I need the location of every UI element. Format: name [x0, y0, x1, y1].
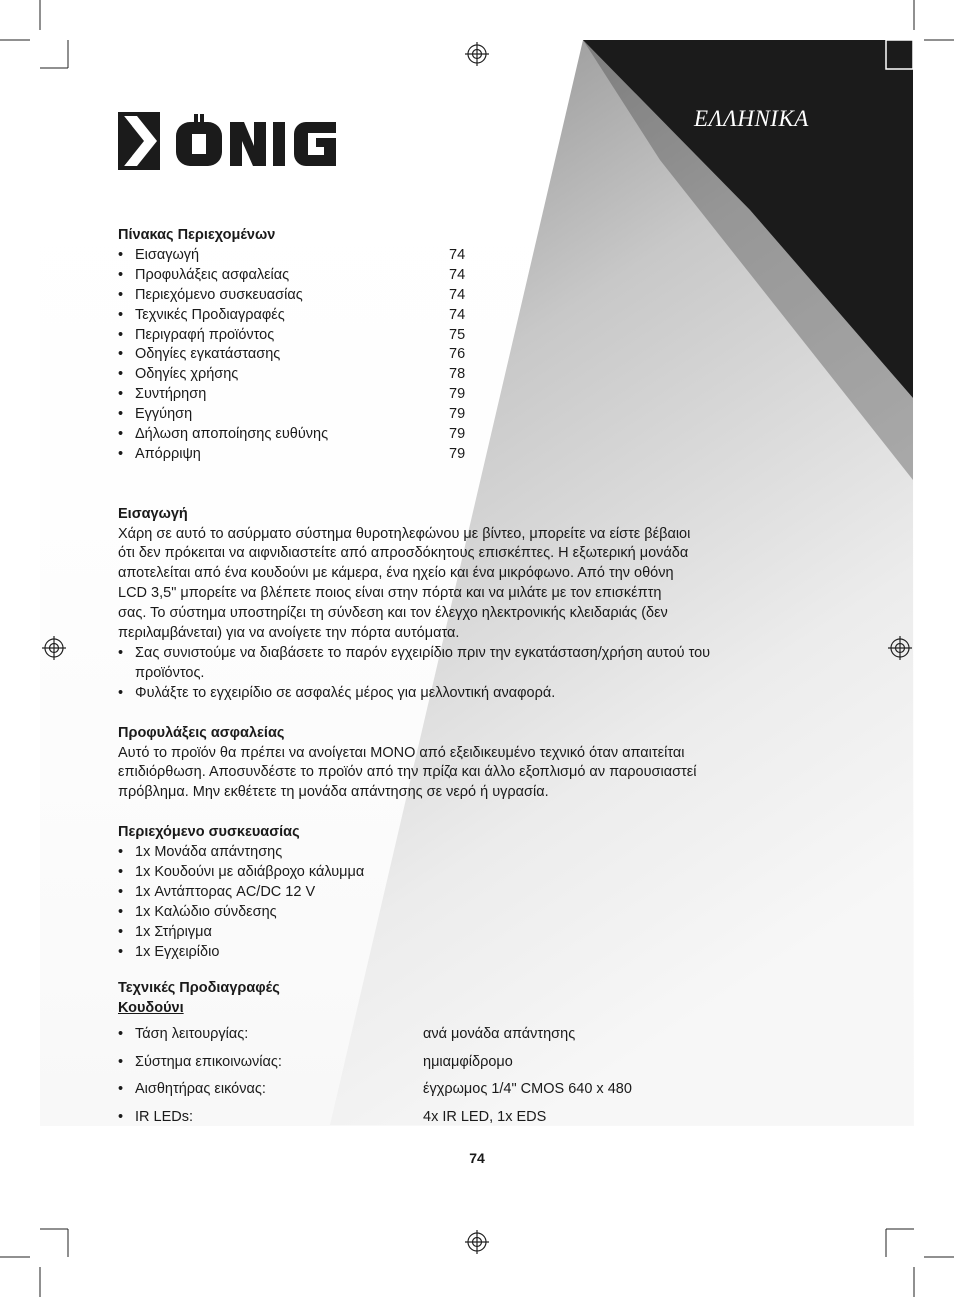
list-item: • 1x Κουδούνι με αδιάβροχο κάλυμμα	[118, 863, 778, 883]
intro-bullet: • Φυλάξτε το εγχειρίδιο σε ασφαλές μέρος για μελλοντική αναφορά.	[118, 684, 778, 704]
intro-paragraph: Χάρη σε αυτό το ασύρματο σύστημα θυροτηλεφώνου με βίντεο, μπορείτε να είστε βέβαιοι ότι δεν πρόκειται να αιφνιδιαστείτε από απροσδόκητους επισκέπτες. Η εξωτερική μονάδα αποτελείται από ένα κουδούνι με κάμερα, ένα ηχείο και ένα μικρόφωνο. Από την οθόνη LCD 3,5" μπορείτε να βλέπετε ποιος είναι στην πόρτα και να μιλάτε με τον επισκέπτη σας. Το σύστημα υποστηρίζει τη σύνδεση και τον έλεγχο ηλεκτρονικής κλειδαριάς (δεν περιλαμβάνεται) για να ανοίγετε την πόρτα αυτόματα.	[118, 525, 691, 642]
toc-item: • Περιγραφή προϊόντος 75	[118, 326, 778, 346]
package-list	[118, 843, 778, 962]
document-body	[118, 226, 778, 1135]
toc-title: Πίνακας Περιεχομένων	[118, 227, 276, 243]
list-item: • 1x Αντάπτορας AC/DC 12 V	[118, 883, 778, 903]
package-title: Περιεχόμενο συσκευασίας	[118, 824, 300, 841]
page-number: 74	[469, 1150, 485, 1166]
specs-title: Τεχνικές Προδιαγραφές	[118, 980, 280, 997]
specs-subtitle: Κουδούνι	[118, 1000, 184, 1017]
list-item: • 1x Καλώδιο σύνδεσης	[118, 903, 778, 923]
list-item: • 1x Μονάδα απάντησης	[118, 843, 778, 863]
safety-title: Προφυλάξεις ασφαλείας	[118, 724, 285, 741]
konig-logo	[118, 112, 342, 172]
konig-logo-k	[168, 122, 182, 123]
toc-item: • Περιεχόμενο συσκευασίας 74	[118, 286, 778, 306]
toc-item: • Οδηγίες χρήσης 78	[118, 365, 778, 385]
safety-paragraph: Αυτό το προϊόν θα πρέπει να ανοίγεται ΜΟΝΟ από εξειδικευμένο τεχνικό όταν απαιτείται επιδιόρθωση. Αποσυνδέστε το προϊόν από την πρίζα και άλλο εξοπλισμό αν παρουσιαστεί πρόβλημα. Μην εκθέτετε τη μονάδα απάντησης σε νερό ή υγρασία.	[118, 744, 697, 801]
spec-row: • Σύστημα επικοινωνίας: ημιαμφίδρομο	[118, 1053, 778, 1073]
intro-bullet: • Σας συνιστούμε να διαβάσετε το παρόν εγχειρίδιο πριν την εγκατάσταση/χρήση αυτού του προϊόντος.	[118, 644, 778, 684]
language-label: ΕΛΛΗΝΙΚΑ	[694, 106, 809, 131]
toc-item: • Δήλωση αποποίησης ευθύνης 79	[118, 425, 778, 445]
toc-item: • Προφυλάξεις ασφαλείας 74	[118, 266, 778, 286]
toc-item: • Οδηγίες εγκατάστασης 76	[118, 345, 778, 365]
toc-list	[118, 246, 778, 465]
spec-row: • Αισθητήρας εικόνας: έγχρωμος 1/4" CMOS 640 x 480	[118, 1080, 778, 1100]
toc-item: • Τεχνικές Προδιαγραφές 74	[118, 306, 778, 326]
toc-item: • Συντήρηση 79	[118, 385, 778, 405]
list-item: • 1x Στήριγμα	[118, 923, 778, 943]
spec-row: • IR LEDs: 4x IR LED, 1x EDS	[118, 1108, 778, 1128]
toc-item: • Απόρριψη 79	[118, 445, 778, 465]
intro-title: Εισαγωγή	[118, 505, 188, 522]
spec-row: • Τάση λειτουργίας: ανά μονάδα απάντησης	[118, 1025, 778, 1045]
registration-mark-bottom	[465, 1230, 489, 1254]
toc-item: • Εισαγωγή 74	[118, 246, 778, 266]
list-item: • 1x Εγχειρίδιο	[118, 943, 778, 963]
specs-list	[118, 1025, 778, 1127]
toc-item: • Εγγύηση 79	[118, 405, 778, 425]
